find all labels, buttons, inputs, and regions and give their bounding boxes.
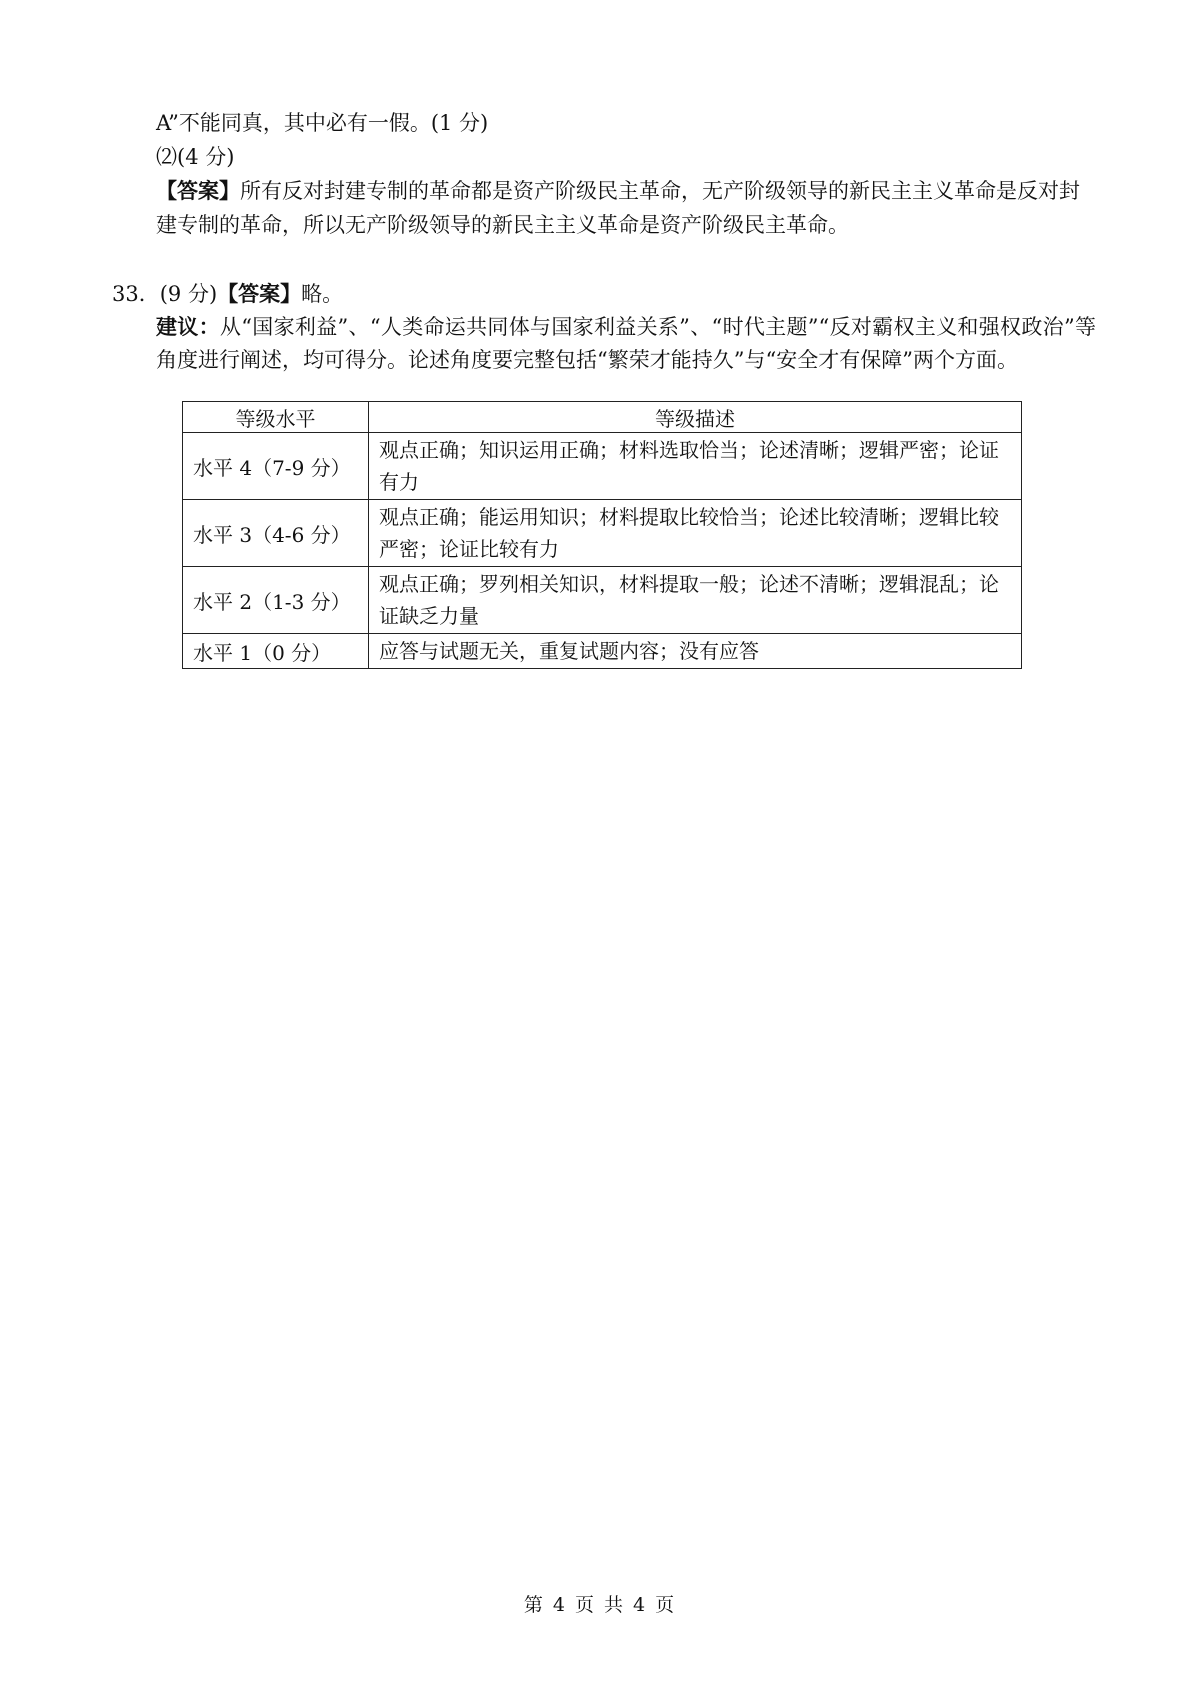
table-row — [183, 500, 1022, 567]
page-number-footer: 第 4 页 共 4 页 — [523, 1594, 677, 1616]
description-cell: 应答与试题无关，重复试题内容；没有应答 — [369, 634, 1022, 669]
description-cell: 观点正确；知识运用正确；材料选取恰当；论述清晰；逻辑严密；论证有力 — [369, 433, 1022, 500]
question32-answer-line1 — [156, 174, 1096, 208]
question32-answer-line2: 建专制的革命，所以无产阶级领导的新民主主义革命是资产阶级民主革命。 — [156, 213, 849, 237]
question33-answer-text: 略。 — [301, 282, 344, 306]
table-row — [183, 634, 1022, 669]
question33-header — [112, 277, 343, 311]
description-cell: 观点正确；罗列相关知识，材料提取一般；论述不清晰；逻辑混乱；论证缺乏力量 — [369, 567, 1022, 634]
question32-part2-label: ⑵(4 分) — [156, 145, 235, 169]
table-header-row — [183, 402, 1022, 433]
question32-continuation — [156, 106, 1096, 242]
header-level: 等级水平 — [183, 402, 369, 433]
header-description: 等级描述 — [369, 402, 1022, 433]
question33-advice — [156, 310, 1096, 377]
answer-text: 所有反对封建专制的革命都是资产阶级民主革命，无产阶级领导的新民主主义革命是反对封 — [240, 179, 1080, 203]
advice-text: 从“国家利益”、“人类命运共同体与国家利益关系”、“时代主题”“反对霸权主义和强权政治”等角度进行阐述，均可得分。论述角度要完整包括“繁荣才能持久”与“安全才有保障”两个方面。 — [156, 315, 1096, 372]
question33-number: 33．(9 分) — [112, 282, 218, 306]
description-cell: 观点正确；能运用知识；材料提取比较恰当；论述比较清晰；逻辑比较严密；论证比较有力 — [369, 500, 1022, 567]
table-row — [183, 567, 1022, 634]
advice-label: 建议： — [156, 314, 220, 339]
level-cell: 水平 1（0 分） — [183, 634, 369, 669]
level-cell: 水平 3（4-6 分） — [183, 500, 369, 567]
answer-tag: 【答案】 — [156, 178, 240, 203]
table-row — [183, 433, 1022, 500]
level-cell: 水平 2（1-3 分） — [183, 567, 369, 634]
question32-conclusion-line: A”不能同真，其中必有一假。(1 分) — [156, 111, 489, 135]
level-cell: 水平 4（7-9 分） — [183, 433, 369, 500]
question33-answer-tag: 【答案】 — [217, 281, 302, 306]
grading-rubric-table — [182, 401, 1022, 669]
